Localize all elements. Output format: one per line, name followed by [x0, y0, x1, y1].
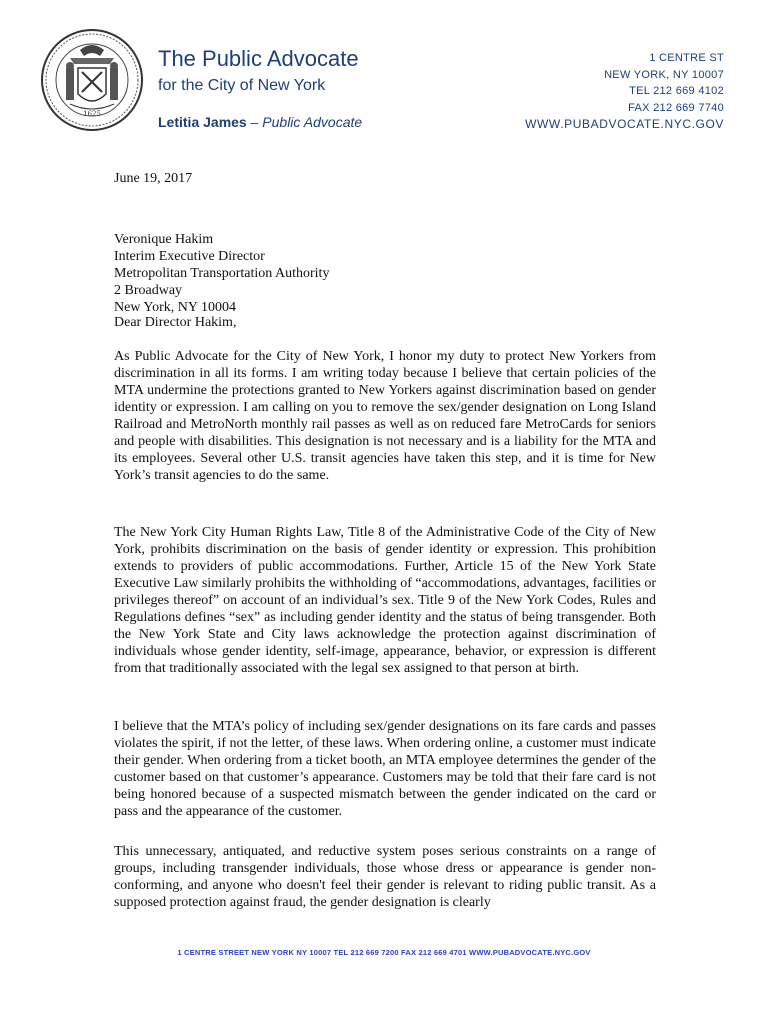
body-paragraph: As Public Advocate for the City of New York, I honor my duty to protect New Yorkers from discrimination in all its forms. I am writing today because I believe that certain policies of the MTA undermine the protections granted to New Yorkers against discrimination based on gender identity or expression. I am calling on you to remove the sex/gender designation on Long Island Railroad and MetroNorth monthly rail passes as well as on reduced fare MetroCards for seniors and people with disabilities. This designation is not necessary and is a liability for the MTA and its employees. Several other U.S. transit agencies have taken this step, and it is time for New York’s transit agencies to do the same.	[114, 349, 656, 483]
recipient-organization: Metropolitan Transportation Authority	[114, 266, 330, 281]
letterhead-title: The Public Advocate	[158, 46, 359, 71]
body-paragraph: I believe that the MTA’s policy of including sex/gender designations on its fare cards and passes violates the spirit, if not the letter, of these laws. When ordering online, a customer must indicate their gender. When ordering from a ticket booth, an MTA employee determines the gender of the customer based on that customer’s appearance. Customers may be told that their fare card is not being honored because of a suspected mismatch between the gender indicated on the card or pass and the appearance of the customer.	[114, 719, 656, 819]
address-line: NEW YORK, NY 10007	[604, 68, 724, 81]
person-name: Letitia James	[158, 114, 247, 130]
body-paragraph: The New York City Human Rights Law, Title 8 of the Administrative Code of the City of New York, prohibits discrimination on the basis of gender identity or expression. This prohibition extends to providers of public accommodations. Further, Article 15 of the New York State Executive Law similarly prohibits the withholding of “accommodations, advantages, facilities or privileges thereof” on account of an individual’s sex. Title 9 of the New York Codes, Rules and Regulations defines “sex” as including gender identity and the status of being transgender. Both the New York State and City laws acknowledge the protection against discrimination of individuals whose gender identity, self-image, appearance, behavior, or expression is different from that traditionally associated with the legal sex assigned to that person at birth.	[114, 525, 656, 676]
recipient-title: Interim Executive Director	[114, 249, 265, 264]
recipient-city: New York, NY 10004	[114, 300, 236, 315]
person-role: – Public Advocate	[250, 114, 363, 130]
letterhead-subtitle: for the City of New York	[158, 77, 326, 94]
nyc-city-seal-icon	[40, 28, 144, 132]
page-footer: 1 CENTRE STREET NEW YORK NY 10007 TEL 212 669 7200 FAX 212 669 4701 WWW.PUBADVOCATE.NYC.GOV	[177, 948, 591, 957]
salutation: Dear Director Hakim,	[114, 315, 237, 330]
letterhead-person	[158, 113, 362, 131]
telephone-line: TEL 212 669 4102	[629, 85, 724, 97]
address-line: 1 CENTRE ST	[649, 52, 724, 64]
letterhead-address	[525, 50, 724, 133]
recipient-street: 2 Broadway	[114, 283, 183, 298]
website-link[interactable]: WWW.PUBADVOCATE.NYC.GOV	[525, 117, 724, 131]
recipient-name: Veronique Hakim	[114, 232, 214, 247]
seal-year: 1625	[83, 110, 101, 118]
fax-line: FAX 212 669 7740	[628, 101, 724, 114]
body-paragraph: This unnecessary, antiquated, and reductive system poses serious constraints on a range of groups, including transgender individuals, those whose dress or appearance is gender non-conforming, and anyone who doesn't feel their gender is relevant to riding public transit. As a supposed protection against fraud, the gender designation is clearly	[114, 844, 656, 910]
recipient-block	[114, 231, 656, 316]
letter-date: June 19, 2017	[114, 171, 193, 186]
